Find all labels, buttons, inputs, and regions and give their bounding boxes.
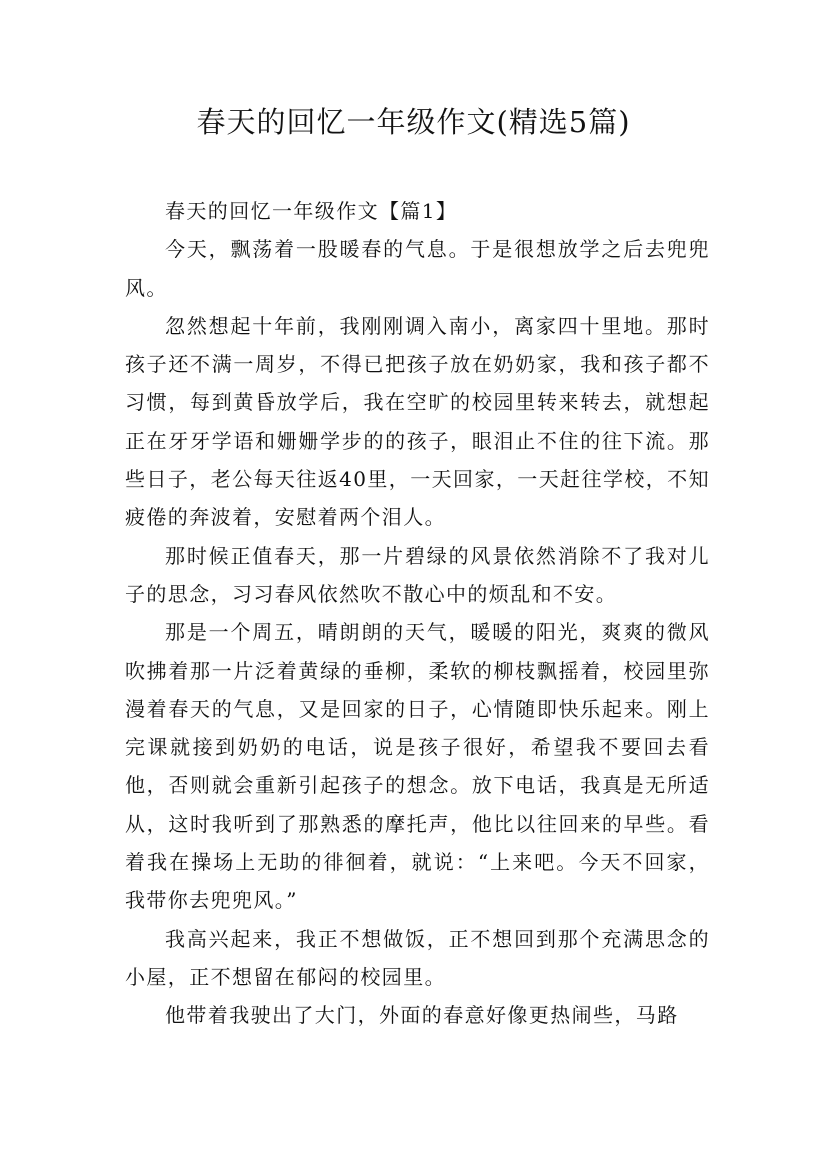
paragraph: 那是一个周五，晴朗朗的天气，暖暖的阳光，爽爽的微风吹拂着那一片泛着黄绿的垂柳，柔软的柳枝飘摇着，校园里弥漫着春天的气息，又是回家的日子，心情随即快乐起来。刚上完课就接到奶奶的电话，说是孩子很好，希望我不要回去看他，否则就会重新引起孩子的想念。放下电话，我真是无所适从，这时我听到了那熟悉的摩托声，他比以往回来的早些。看着我在操场上无助的徘徊着，就说：“上来吧。今天不回家，我带你去兜兜风。” [125, 620, 710, 913]
paragraph: 那时候正值春天，那一片碧绿的风景依然消除不了我对儿子的思念，习习春风依然吹不散心中的烦乱和不安。 [125, 543, 710, 606]
document-body [125, 192, 710, 1035]
paragraph: 他带着我驶出了大门，外面的春意好像更热闹些，马路 [165, 1003, 679, 1028]
paragraph: 忽然想起十年前，我刚刚调入南小，离家四十里地。那时孩子还不满一周岁，不得已把孩子放在奶奶家，我和孩子都不习惯，每到黄昏放学后，我在空旷的校园里转来转去，就想起正在牙牙学语和姗姗学步的的孩子，眼泪止不住的往下流。那些日子，老公每天往返40里，一天回家，一天赶往学校，不知疲倦的奔波着，安慰着两个泪人。 [125, 313, 710, 530]
paragraph: 今天，飘荡着一股暖春的气息。于是很想放学之后去兜兜风。 [125, 237, 710, 300]
document-title: 春天的回忆一年级作文(精选5篇) [196, 105, 631, 139]
section-heading: 春天的回忆一年级作文【篇1】 [165, 199, 458, 223]
paragraph: 我高兴起来，我正不想做饭，正不想回到那个充满思念的小屋，正不想留在郁闷的校园里。 [125, 926, 710, 989]
